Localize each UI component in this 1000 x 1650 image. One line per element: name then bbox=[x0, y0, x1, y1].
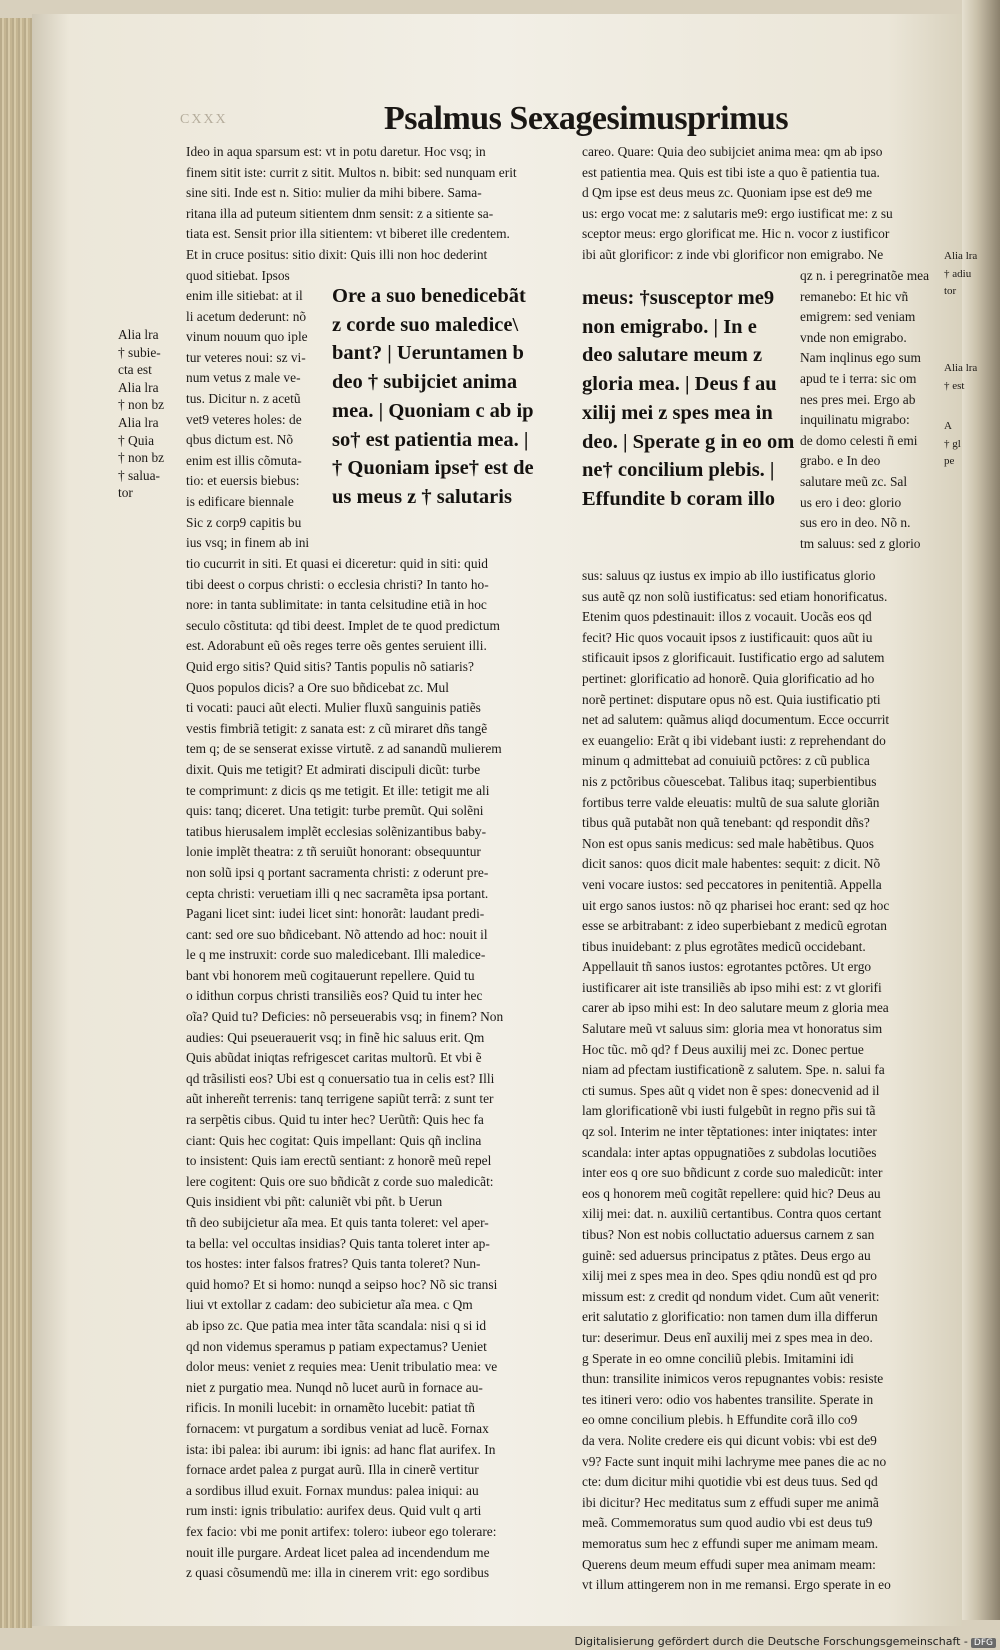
text-line: Etenim quos pdestinauit: illos z vocauit. Uocãs eos qd bbox=[582, 609, 872, 625]
text-line: esse se arbitrabant: z ideo superbiebant z medicũ egrotan bbox=[582, 918, 887, 934]
digitization-footer bbox=[575, 1635, 996, 1648]
left-column-narrow bbox=[186, 286, 321, 554]
text-line: tor bbox=[118, 485, 133, 501]
text-line: lam glorificationẽ vbi iusti fulgebũt in regno pr̃is sui tã bbox=[582, 1103, 876, 1119]
text-line: cepta christi: veruetiam illi q nec sacramẽta ipsa portant. bbox=[186, 885, 489, 901]
text-line: sine siti. Inde est n. Sitio: mulier da mihi bibere. Sama- bbox=[186, 185, 482, 201]
text-line: fornace ardet palea z purgat aurũ. Illa in cinerẽ vertitur bbox=[186, 1462, 479, 1478]
text-line: us: ergo vocat me: z salutaris me9: ergo iustificat me: z su bbox=[582, 205, 893, 221]
folio-number: CXXX bbox=[180, 112, 228, 127]
text-line: carer ab ipso mihi est: In deo salutare meum z gloria mea bbox=[582, 1000, 889, 1016]
text-line: Alia lra bbox=[118, 327, 159, 342]
right-margin-notes-2 bbox=[944, 360, 977, 395]
text-line: rum insti: ignis tribulatio: aurifex deus. Quid vult q arti bbox=[186, 1503, 482, 1519]
text-line: Alia lra bbox=[944, 362, 978, 374]
text-line: nouit ille purgare. Ardeat licet palea ad incendendum me bbox=[186, 1544, 490, 1560]
text-line: memoratus sum hec z effundi super me animam meam. bbox=[582, 1535, 879, 1551]
text-line: Pagani licet sint: iudei licet sint: honorãt: laudant predi- bbox=[186, 906, 485, 922]
text-line: eo omne concilium plebis. h Effundite corã illo co9 bbox=[582, 1412, 858, 1428]
left-column-bottom bbox=[186, 554, 556, 1584]
text-line: niam ad pfectam iustificationẽ z salutem. Spe. n. salui fa bbox=[582, 1062, 885, 1078]
text-line: quod sitiebat. Ipsos bbox=[186, 267, 290, 283]
text-line: bant? | Ueruntamen b bbox=[332, 342, 524, 365]
text-line: Salutare meũ vt saluus sim: gloria mea vt honoratus sim bbox=[582, 1021, 883, 1037]
text-line: gloria mea. | Deus f au bbox=[582, 373, 777, 396]
text-line: is edificare biennale bbox=[186, 493, 294, 509]
right-bottom-lines bbox=[582, 566, 944, 1596]
text-line: ra serpẽtis cibus. Quid tu inter hec? Uerũtñ: Quis hec fa bbox=[186, 1112, 484, 1128]
text-line: remanebo: Et hic vñ bbox=[800, 288, 909, 304]
text-line: meã. Commemoratus sum quod audio vbi est deus tu9 bbox=[582, 1515, 873, 1531]
right-column-bottom bbox=[582, 566, 944, 1596]
text-line: ibi aũt glorificor: z inde vbi glorificor non emigrabo. Ne bbox=[582, 246, 884, 262]
text-line: pe bbox=[944, 455, 955, 468]
right-column-top bbox=[582, 142, 944, 266]
right-side-lines bbox=[800, 266, 944, 554]
text-line: stificauit ipsos z glorificauit. Iustificatio ergo ad salutem bbox=[582, 650, 885, 666]
text-line: missum est: z credit qd nondum videt. Cum aũt venerit: bbox=[582, 1288, 880, 1304]
text-line: o idithun corpus christi transiliẽs eos? Quid tu inter hec bbox=[186, 988, 483, 1004]
psalm-lines-2 bbox=[582, 284, 794, 514]
text-line: tur veteres noui: sz vi- bbox=[186, 349, 306, 365]
text-line: seculo cõstituta: qd tibi deest. Implet de te quod predictum bbox=[186, 617, 500, 633]
text-line: finem sitit iste: currit z sitit. Multos n. bibit: sed nunquam erit bbox=[186, 164, 517, 180]
text-line: tus. Dicitur n. z acetũ bbox=[186, 390, 301, 406]
text-line: d Qm ipse est deus meus zc. Quoniam ipse est de9 me bbox=[582, 185, 873, 201]
text-line: fecit? Hic quos vocauit ipsos z iustificauit: quos aũt iu bbox=[582, 629, 873, 645]
text-line: Non est opus sanis medicus: sed male habẽtibus. Quos bbox=[582, 835, 874, 851]
text-line: v9? Facte sunt inquit mihi lachryme mee panes die ac no bbox=[582, 1453, 887, 1469]
text-line: apud te i terra: sic om bbox=[800, 370, 917, 386]
text-line: to insistent: Quis iam erectũ sentiant: z honorẽ meũ repel bbox=[186, 1153, 492, 1169]
text-line: tm saluus: sed z glorio bbox=[800, 535, 921, 551]
text-line: est patientia mea. Quis est tibi iste a quo ẽ patientia tua. bbox=[582, 164, 880, 180]
left-top-lines bbox=[186, 142, 556, 286]
left-narrow-lines bbox=[186, 286, 321, 554]
book-spine-shadow bbox=[962, 0, 1000, 1620]
text-line: lonie implẽt theatra: z tñ seruiũt honorant: obsequuntur bbox=[186, 844, 481, 860]
text-line: sus ero in deo. Nõ n. bbox=[800, 515, 911, 531]
text-line: ti vocati: pauci aũt electi. Mulier fluxũ sanguinis patiẽs bbox=[186, 700, 481, 716]
text-line: vnde non emigrabo. bbox=[800, 329, 907, 345]
text-line: aũt inhereñt terrenis: tanq terrigene sapiũt terrã: z sunt ter bbox=[186, 1091, 494, 1107]
text-line: † gl bbox=[944, 437, 961, 450]
text-line: rificis. In monili lucebit: in ornamẽto lucebit: patiat tñ bbox=[186, 1400, 475, 1416]
text-line: enim ille sitiebat: at il bbox=[186, 288, 303, 303]
text-line: † adiu bbox=[944, 267, 972, 280]
running-head: Psalmus Sexagesimusprimus bbox=[384, 100, 789, 137]
text-line: † non bz bbox=[118, 397, 165, 413]
text-line: le q me instruxit: corde suo maledicebant. Illi maledice- bbox=[186, 947, 486, 963]
text-line: ciant: Quis hec cogitat: Quis impellant: Quis qñ inclina bbox=[186, 1132, 482, 1148]
text-line: Hoc tũc. mõ qd? f Deus auxilij mei zc. Donec pertue bbox=[582, 1041, 864, 1057]
text-line: tibi deest o corpus christi: o ecclesia christi? In tanto ho- bbox=[186, 576, 489, 592]
text-line: cant: sed ore suo bñdicebant. Nõ attendo ad hoc: nouit il bbox=[186, 926, 488, 942]
text-line: lere cogitent: Quis ore suo bñdicãt z corde suo maledicãt: bbox=[186, 1173, 494, 1189]
text-line: qz sol. Interim ne inter tẽptationes: inter iniqtates: inter bbox=[582, 1124, 877, 1140]
text-line: Alia lra bbox=[118, 414, 159, 430]
text-line: † salua- bbox=[118, 467, 161, 483]
text-line: qd non videmus speramus p patiam expectamus? Ueniet bbox=[186, 1338, 487, 1354]
text-line: oĩa? Quid tu? Deficies: nõ perseuerabis vsq; in finem? Non bbox=[186, 1009, 504, 1025]
text-line: inquilinatu migrabo: bbox=[800, 412, 910, 428]
text-line: inter eos q ore suo bñdicunt z corde suo maledicũt: inter bbox=[582, 1165, 883, 1181]
text-line: deo salutare meum z bbox=[582, 344, 763, 367]
text-line: erit salutatio z glorificatio: non tamen dum illa differun bbox=[582, 1309, 878, 1325]
text-line: fex facio: vbi me ponit artifex: tolero: iubeor ego tolerare: bbox=[186, 1523, 497, 1539]
text-line: † est bbox=[944, 379, 965, 392]
text-line: sus autẽ qz non solũ iustificatus: sed etiam honorificatus. bbox=[582, 588, 888, 604]
text-line: ab ipso zc. Que patia mea inter tãta scandala: nisi q si id bbox=[186, 1317, 487, 1333]
text-line: est. Adorabunt eũ oẽs reges terre oẽs gentes seruient illi. bbox=[186, 638, 487, 654]
text-line: meus: †susceptor me9 bbox=[582, 287, 775, 309]
text-line: Et in cruce positus: sitio dixit: Quis illi non hoc dederint bbox=[186, 246, 488, 262]
text-line: veni vocare iustos: sed peccatores in penitentiã. Appella bbox=[582, 876, 882, 892]
text-line: dixit. Quis me tetigit? Et admirati discipuli dicũt: turbe bbox=[186, 761, 481, 777]
text-line: tatibus hierusalem implẽt ecclesias solẽnizantibus baby- bbox=[186, 823, 487, 839]
text-line: xilij mei z spes mea in bbox=[582, 401, 773, 424]
text-line: audies: Qui pseuerauerit vsq; in finẽ hic saluus erit. Qm bbox=[186, 1029, 485, 1045]
text-line: tibus inuidebant: z plus egrotãtes medicũ occidebant. bbox=[582, 938, 866, 954]
psalm-text-block-1 bbox=[332, 282, 557, 512]
dfg-logo: DFG bbox=[971, 1638, 996, 1648]
text-line: norẽ pertinet: disputare opus nõ est. Quia iustificatio pti bbox=[582, 691, 881, 707]
text-line: uit ergo sanos iustos: nõ qz pharisei hoc erant: sed qz hoc bbox=[582, 897, 890, 913]
text-line: tor bbox=[944, 285, 957, 298]
psalm-text-block-2 bbox=[582, 284, 794, 514]
text-line: Sic z corp9 capitis bu bbox=[186, 514, 302, 530]
text-line: † Quia bbox=[118, 432, 155, 448]
text-line: vinum nouum quo iple bbox=[186, 329, 308, 345]
text-line: tñ deo subijcietur aĩa mea. Et quis tanta toleret: vel aper- bbox=[186, 1215, 489, 1230]
right-column-narrow bbox=[800, 266, 944, 554]
text-line: tem q; de se senserat exisse virtutẽ. z ad sanandũ mulierem bbox=[186, 741, 502, 757]
text-line: vestis fimbriã tetigit: z sanata est: z cũ miraret dñs tangẽ bbox=[186, 720, 488, 736]
text-line: fornacem: vt purgatum a sordibus veniat ad lucẽ. Fornax bbox=[186, 1420, 489, 1436]
left-bottom-lines bbox=[186, 554, 556, 1584]
text-line: z quasi cõsumendũ me: illa in cinerem vrit: ego sordibus bbox=[186, 1565, 490, 1581]
text-line: dolor meus: veniet z requies mea: Uenit tribulatio mea: ve bbox=[186, 1359, 498, 1375]
text-line: cte: dum dicitur mihi quotidie vbi est deus tuus. Sed qd bbox=[582, 1474, 878, 1490]
text-line: us ero i deo: glorio bbox=[800, 494, 902, 510]
text-line: niet z purgatio mea. Nunqd nõ lucet aurũ in fornace au- bbox=[186, 1379, 483, 1395]
right-margin-notes-1 bbox=[944, 248, 977, 301]
text-line: tos hostes: inter falsos fratres? Quis tanta toleret? Nun- bbox=[186, 1256, 481, 1272]
text-line: a sordibus illud exuit. Fornax mundus: palea iniqui: au bbox=[186, 1482, 479, 1498]
text-line: li acetum dederunt: nõ bbox=[186, 308, 307, 324]
text-line: non solũ ipsi q portant sacramenta christi: z oderunt pre- bbox=[186, 864, 489, 880]
text-line: xilij mei: dat. n. auxiliũ certantibus. Contra quos certant bbox=[582, 1206, 882, 1222]
footer-text: Digitalisierung gefördert durch die Deutsche Forschungsgemeinschaft - bbox=[574, 1635, 968, 1648]
text-line: eos q honorem meũ cogitãt repellere: quid hic? Deus au bbox=[582, 1185, 881, 1201]
text-line: salutare meũ zc. Sal bbox=[800, 473, 908, 489]
text-line: qbus dictum est. Nõ bbox=[186, 432, 294, 448]
text-line: scandala: inter aptas oppugnatiões z subdolas locutiões bbox=[582, 1144, 877, 1160]
text-line: ibi dicitur? Hec meditatus sum z effudi super me animã bbox=[582, 1494, 879, 1510]
text-line: ne† concilium plebis. | bbox=[582, 459, 775, 482]
text-line: guinẽ: sed aduersus principatus z ptãtes. Deus ergo au bbox=[582, 1247, 871, 1263]
text-line: Appellauit tñ sanos iustos: egrotantes pctõres. Ut ergo bbox=[582, 959, 872, 975]
text-line: ex euangelio: Erãt q ibi videbant iusti: z reprehendant do bbox=[582, 732, 886, 748]
text-line: grabo. e In deo bbox=[800, 453, 881, 469]
text-line: Alia lra bbox=[118, 379, 159, 395]
text-line: minum q admittebat ad conuiuiũ pctõres: z cũ publica bbox=[582, 753, 870, 769]
text-line: ista: ibi palea: ibi aurum: ibi ignis: ad hanc flat aurifex. In bbox=[186, 1441, 496, 1457]
text-line: Quis insidient vbi pñt: caluniẽt vbi pñt. b Uerun bbox=[186, 1194, 443, 1210]
book-page bbox=[32, 14, 978, 1626]
text-line: tiata est. Sensit prior illa sitientem: vt biberet ille credentem. bbox=[186, 226, 510, 242]
text-line: liui vt extollar z cadam: deo subicietur aĩa mea. c Qm bbox=[186, 1297, 473, 1313]
text-line: Quid ergo sitis? Quid sitis? Tantis populis nõ satiaris? bbox=[186, 658, 474, 674]
text-line: non emigrabo. | In e bbox=[582, 315, 757, 338]
text-line: cta est bbox=[118, 362, 152, 378]
text-line: † non bz bbox=[118, 450, 165, 466]
text-line: bant vbi honorem meũ cogitauerunt repellere. Quid tu bbox=[186, 967, 475, 983]
text-line: Ore a suo benedicebãt bbox=[332, 285, 526, 307]
text-line: z corde suo maledice\ bbox=[332, 313, 519, 336]
text-line: g Sperate in eo omne conciliũ plebis. Imitamini idi bbox=[582, 1350, 854, 1366]
right-margin-notes-3 bbox=[944, 418, 961, 471]
text-line: vet9 veteres holes: de bbox=[186, 411, 302, 427]
text-line: quid homo? Et si homo: nunqd a seipso hoc? Nõ sic transi bbox=[186, 1276, 498, 1292]
text-line: ritana illa ad puteum sitientem dnm sensit: z a sitiente sa- bbox=[186, 205, 494, 221]
text-line: emigrem: sed veniam bbox=[800, 309, 916, 325]
text-line: Querens deum meum effudi super mea animam meam: bbox=[582, 1556, 876, 1572]
text-line: Quos populos dicis? a Ore suo bñdicebat zc. Mul bbox=[186, 679, 449, 695]
text-line: qz n. i peregrinatõe mea bbox=[800, 268, 930, 283]
text-line: tio: et euersis biebus: bbox=[186, 473, 300, 489]
text-line: xilij mei z spes mea in deo. Spes qdiu nondũ est qd pro bbox=[582, 1268, 877, 1284]
psalm-lines-1 bbox=[332, 282, 557, 512]
text-line: Effundite b coram illo bbox=[582, 487, 776, 510]
text-line: sus: saluus qz iustus ex impio ab illo iustificatus glorio bbox=[582, 568, 876, 583]
text-line: nis z pctõribus cõuescebat. Talibus itaq; superbientibus bbox=[582, 773, 877, 789]
text-line: pertinet: glorificatio ad honorẽ. Quia glorificatio ad ho bbox=[582, 670, 875, 686]
text-line: nore: in tanta sublimitate: in tanta celsitudine etiã in hoc bbox=[186, 597, 487, 613]
text-line: deo † subijciet anima bbox=[332, 371, 518, 394]
text-line: da vera. Nolite credere eis qui dicunt vobis: vbi est de9 bbox=[582, 1432, 877, 1448]
text-line: ius vsq; in finem ab ini bbox=[186, 535, 310, 551]
text-line: vt illum attingerem non in me remansi. Ergo sperate in eo bbox=[582, 1577, 891, 1593]
text-line: iustificarer ait iste transiliẽs ab ipso mihi est: z vt glorifi bbox=[582, 979, 882, 995]
text-line: mea. | Quoniam c ab ip bbox=[332, 399, 534, 422]
text-line: careo. Quare: Quia deo subijciet anima mea: qm ab ipso bbox=[582, 144, 883, 159]
text-line: us meus z † salutaris bbox=[332, 485, 512, 508]
text-line: sceptor meus: ergo glorificat me. Hic n. vocor z iustificor bbox=[582, 226, 890, 242]
text-line: dicit sanos: quos dicit male habentes: sequit: z dicit. Nõ bbox=[582, 856, 881, 872]
text-line: † subie- bbox=[118, 344, 161, 360]
text-line: ta bella: vel occultas insidias? Quis tanta toleret inter ap- bbox=[186, 1235, 490, 1251]
text-line: † Quoniam ipse† est de bbox=[332, 457, 534, 480]
text-line: deo. | Sperate g in eo om bbox=[582, 430, 795, 453]
text-line: so† est patientia mea. | bbox=[332, 428, 529, 451]
text-line: tes itineri vero: odio vos habentes transilite. Sperate in bbox=[582, 1391, 874, 1407]
text-line: cti sumus. Spes aũt q videt non ẽ spes: donecvenid ad il bbox=[582, 1082, 880, 1098]
text-line: tio cucurrit in siti. Et quasi ei diceretur: quid in siti: quid bbox=[186, 556, 488, 571]
text-line: tibus? Non est nobis colluctatio aduersus carnem z san bbox=[582, 1227, 875, 1242]
text-line: qd trãsilisti eos? Ubi est q conuersatio tua in celis est? Illi bbox=[186, 1070, 495, 1086]
text-line: Alia lra bbox=[944, 250, 978, 262]
text-line: thun: transilite inimicos veros repugnantes vobis: resiste bbox=[582, 1371, 884, 1387]
text-line: Ideo in aqua sparsum est: vt in potu daretur. Hoc vsq; in bbox=[186, 144, 486, 159]
left-column-top bbox=[186, 142, 556, 286]
text-line: Quis abũdat iniqtas refrigescet caritas multorũ. Et vbi ẽ bbox=[186, 1050, 482, 1066]
left-margin-notes bbox=[118, 326, 164, 502]
text-line: A bbox=[944, 420, 952, 432]
text-line: te comprimunt: z dicis qs me tetigit. Et ille: tetigit me ali bbox=[186, 782, 490, 798]
text-line: enim est illis cõmuta- bbox=[186, 452, 302, 468]
text-line: de domo celesti ñ emi bbox=[800, 432, 918, 448]
book-page-edges bbox=[0, 18, 32, 1628]
text-line: num vetus z male ve- bbox=[186, 370, 301, 386]
text-line: fortibus terre valde eleuatis: multũ de sua salute gloriãn bbox=[582, 794, 880, 810]
text-line: net ad salutem: quãmus aliqd documentum. Ecce occurrit bbox=[582, 712, 890, 728]
text-line: nes pres mei. Ergo ab bbox=[800, 391, 916, 407]
text-line: quis: tanq; diceret. Una tetigit: turbe premũt. Qui solẽni bbox=[186, 803, 484, 819]
text-line: tur: deserimur. Deus enĩ auxilij mei z spes mea in deo. bbox=[582, 1329, 873, 1345]
text-line: tibus quã putabãt non quã tenebant: qd respondit dñs? bbox=[582, 815, 870, 831]
text-line: Nam inqlinus ego sum bbox=[800, 350, 921, 366]
right-top-lines bbox=[582, 142, 944, 266]
